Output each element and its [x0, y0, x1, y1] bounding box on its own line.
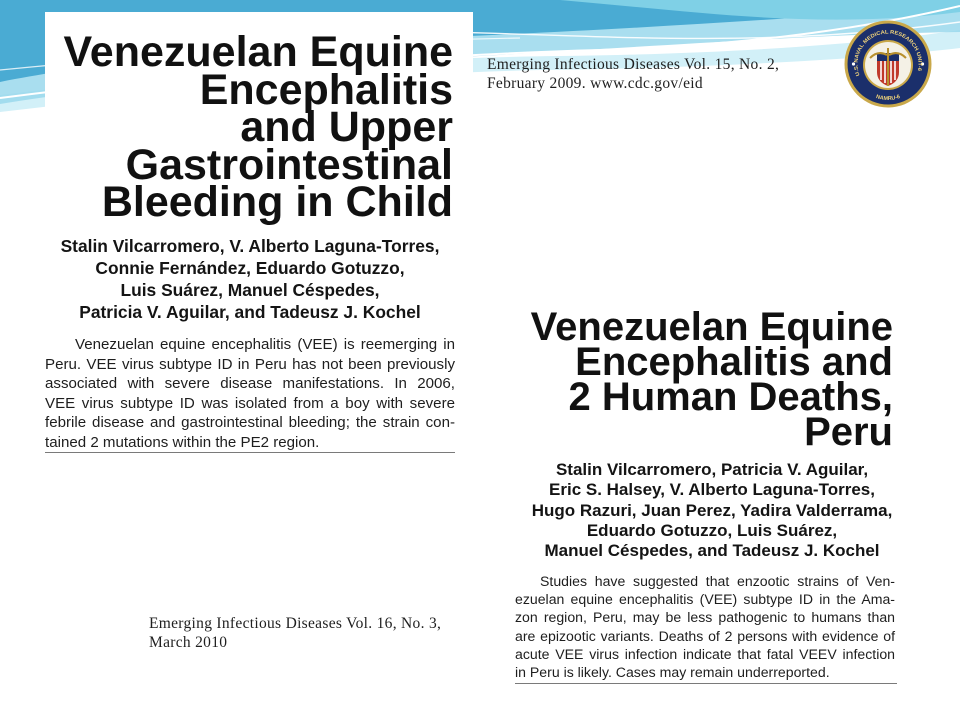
citation-top — [487, 55, 779, 93]
citation-bottom — [149, 614, 441, 652]
article-1-divider — [45, 452, 455, 453]
seal-ring-text-path: U.S. NAVAL MEDICAL RESEARCH UNIT-6 — [853, 29, 923, 77]
article-2-abstract-line: are epizootic variants. Deaths of 2 persons with evidence of — [515, 627, 895, 644]
article-2-divider — [515, 683, 897, 684]
article-1-abstract-line: febrile disease and gastrointestinal bleeding; the strain con- — [45, 414, 455, 432]
article-2-title — [513, 305, 893, 454]
article-1-title-line: Venezuelan Equine — [63, 28, 453, 76]
citation-top-line: February 2009. www.cdc.gov/eid — [487, 75, 703, 92]
article-1-abstract-line: Peru. VEE virus subtype ID in Peru has not been previously — [45, 355, 455, 373]
article-1-title-line: Encephalitis — [199, 65, 453, 114]
seal-bottom-text-path: NAMRU-6 — [875, 94, 901, 103]
article-2-title-line: Encephalitis and — [575, 340, 893, 384]
article-clipping-human-deaths-peru — [503, 293, 905, 690]
article-2-title-line: Peru — [804, 410, 893, 454]
article-2-author-line: Stalin Vilcarromero, Patricia V. Aguilar, — [555, 460, 869, 479]
article-1-title — [53, 28, 453, 226]
article-2-abstract-line: in Peru is likely. Cases may remain underreported. — [515, 664, 830, 681]
article-2-abstract-line: Studies have suggested that enzootic strains of Ven- — [540, 573, 895, 589]
article-2-author-line: Manuel Céspedes, and Tadeusz J. Kochel — [544, 541, 880, 561]
citation-top-line: Emerging Infectious Diseases Vol. 15, No. 2, — [487, 56, 780, 73]
citation-bottom-line: March 2010 — [149, 634, 228, 651]
article-1-abstract — [45, 335, 455, 453]
article-2-author-line: Eduardo Gotuzzo, Luis Suárez, — [586, 520, 838, 540]
article-1-author-line: Luis Suárez, Manuel Céspedes, — [120, 280, 380, 300]
article-2-title-line: 2 Human Deaths, — [568, 375, 893, 419]
article-1-abstract-line: associated with severe disease manifestations. In 2006, — [45, 375, 455, 393]
article-2-author-line: Hugo Razuri, Juan Perez, Yadira Valderrama, — [531, 500, 893, 520]
article-2-authors — [515, 460, 909, 561]
article-1-title-line: Bleeding in Child — [101, 178, 453, 226]
article-1-author-line: Connie Fernández, Eduardo Gotuzzo, — [95, 258, 405, 278]
article-1-authors — [45, 235, 455, 323]
article-1-abstract-line: tained 2 mutations within the PE2 region. — [45, 433, 320, 451]
article-1-abstract-line: Venezuelan equine encephalitis (VEE) is reemerging in — [75, 336, 455, 353]
article-clipping-upper-gi-bleeding — [45, 12, 473, 470]
article-1-abstract-line: VEE virus subtype ID was isolated from a boy with severe — [45, 394, 455, 412]
article-2-author-line: Eric S. Halsey, V. Alberto Laguna-Torres, — [549, 480, 875, 500]
article-2-abstract — [515, 572, 895, 681]
citation-bottom-line: Emerging Infectious Diseases Vol. 16, No. 3, — [149, 615, 442, 632]
article-2-abstract-line: zon region, Peru, may be less pathogenic to humans than — [515, 609, 895, 626]
article-1-title-line: Gastrointestinal — [125, 140, 453, 189]
article-2-title-line: Venezuelan Equine — [530, 305, 893, 349]
article-2-abstract-line: ezuelan equine encephalitis (VEE) subtype ID in the Ama- — [515, 591, 895, 608]
article-2-abstract-line: acute VEE virus infection indicate that fatal VEEV infection — [515, 645, 895, 662]
article-1-author-line: Patricia V. Aguilar, and Tadeusz J. Kochel — [79, 302, 421, 322]
article-1-author-line: Stalin Vilcarromero, V. Alberto Laguna-Torres, — [60, 236, 440, 256]
navy-research-unit-seal-icon — [844, 20, 932, 108]
article-1-title-line: and Upper — [240, 103, 453, 151]
